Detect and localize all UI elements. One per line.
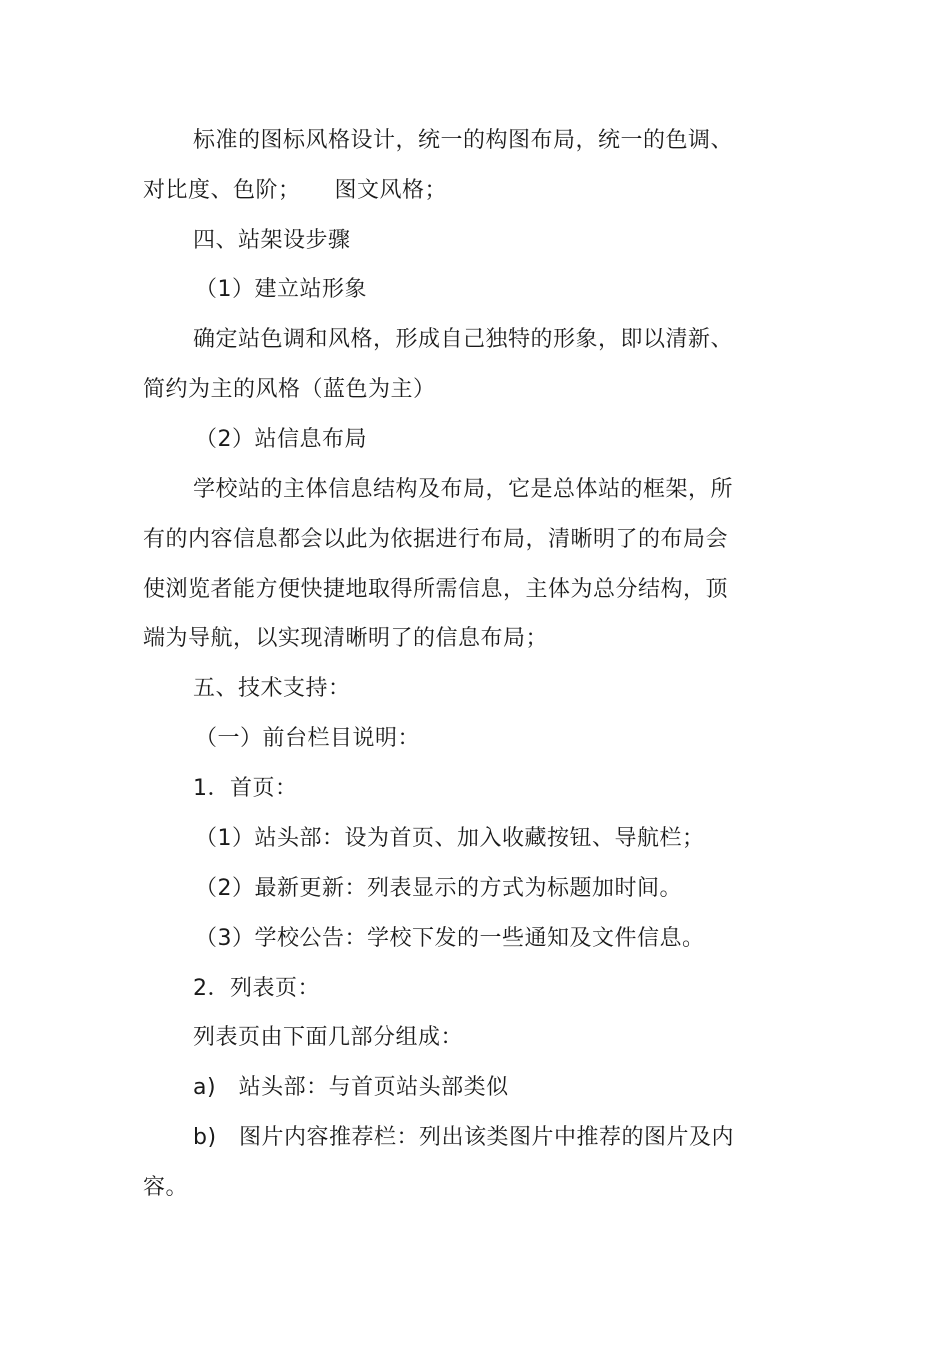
- subsection-heading: （1）建立站形象: [195, 277, 367, 302]
- subsection-heading: （一）前台栏目说明：: [195, 726, 421, 751]
- paragraph-line: 端为导航，以实现清晰明了的信息布局；: [143, 626, 549, 651]
- list-item: （1）站头部：设为首页、加入收藏按钮、导航栏；: [195, 826, 705, 851]
- paragraph-line: 简约为主的风格（蓝色为主）: [143, 377, 436, 402]
- list-item: 2．列表页：: [193, 976, 320, 1001]
- list-item: （2）最新更新：列表显示的方式为标题加时间。: [195, 876, 682, 901]
- list-item: （3）学校公告：学校下发的一些通知及文件信息。: [195, 926, 705, 951]
- paragraph-line: 对比度、色阶； 图文风格；: [143, 178, 448, 203]
- paragraph-line: 学校站的主体信息结构及布局，它是总体站的框架，所: [193, 477, 734, 502]
- list-item: a) 站头部：与首页站头部类似: [193, 1075, 509, 1100]
- paragraph-line: 确定站色调和风格，形成自己独特的形象，即以清新、: [193, 327, 734, 352]
- subsection-heading: （2）站信息布局: [195, 427, 367, 452]
- paragraph-line: 容。: [143, 1175, 189, 1200]
- paragraph-line: 使浏览者能方便快捷地取得所需信息，主体为总分结构，顶: [143, 577, 729, 602]
- section-heading: 四、站架设步骤: [193, 228, 351, 253]
- section-heading: 五、技术支持：: [193, 676, 351, 701]
- paragraph-line: 列表页由下面几部分组成：: [193, 1025, 464, 1050]
- paragraph-line: 有的内容信息都会以此为依据进行布局，清晰明了的布局会: [143, 527, 729, 552]
- list-item: b) 图片内容推荐栏：列出该类图片中推荐的图片及内: [193, 1125, 735, 1150]
- list-item: 1．首页：: [193, 776, 298, 801]
- paragraph-line: 标准的图标风格设计，统一的构图布局，统一的色调、: [193, 128, 734, 153]
